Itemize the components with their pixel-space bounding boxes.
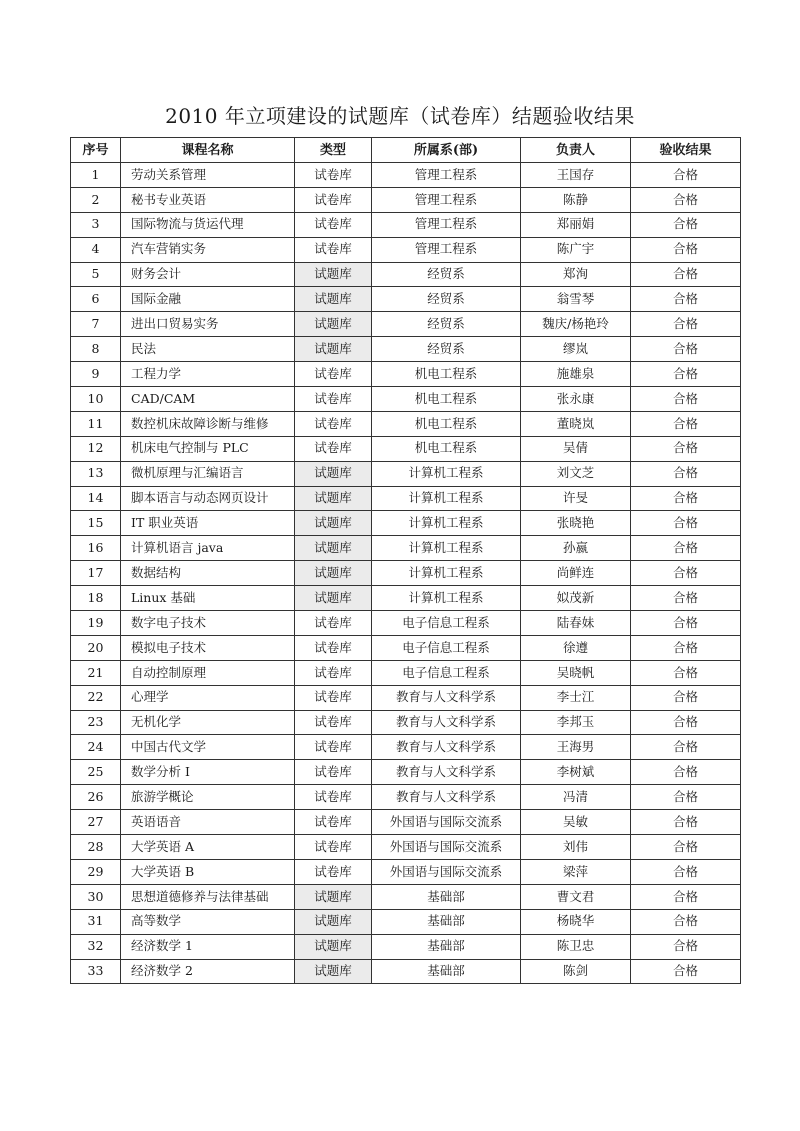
- course-type: 试卷库: [295, 436, 372, 461]
- course-name: 进出口贸易实务: [121, 312, 295, 337]
- person-in-charge: 梁萍: [521, 859, 631, 884]
- person-in-charge: 刘伟: [521, 835, 631, 860]
- acceptance-result: 合格: [631, 835, 741, 860]
- results-table: [70, 137, 741, 984]
- person-in-charge: 翁雪琴: [521, 287, 631, 312]
- row-number: 24: [71, 735, 121, 760]
- department: 基础部: [372, 959, 521, 984]
- department: 基础部: [372, 909, 521, 934]
- header-person-in-charge: 负责人: [521, 138, 631, 163]
- table-row: [71, 586, 741, 611]
- acceptance-result: 合格: [631, 810, 741, 835]
- row-number: 16: [71, 536, 121, 561]
- course-type: 试题库: [295, 486, 372, 511]
- course-type: 试卷库: [295, 785, 372, 810]
- department: 计算机工程系: [372, 511, 521, 536]
- course-type: 试卷库: [295, 187, 372, 212]
- row-number: 8: [71, 337, 121, 362]
- acceptance-result: 合格: [631, 785, 741, 810]
- acceptance-result: 合格: [631, 486, 741, 511]
- header-department: 所属系(部): [372, 138, 521, 163]
- person-in-charge: 陈卫忠: [521, 934, 631, 959]
- course-name: 无机化学: [121, 710, 295, 735]
- course-type: 试卷库: [295, 611, 372, 636]
- row-number: 27: [71, 810, 121, 835]
- course-name: 经济数学 2: [121, 959, 295, 984]
- person-in-charge: 郑丽娟: [521, 212, 631, 237]
- table-row: [71, 735, 741, 760]
- department: 经贸系: [372, 287, 521, 312]
- row-number: 3: [71, 212, 121, 237]
- person-in-charge: 孙嬴: [521, 536, 631, 561]
- department: 电子信息工程系: [372, 660, 521, 685]
- header-no: 序号: [71, 138, 121, 163]
- table-row: [71, 436, 741, 461]
- table-row: [71, 237, 741, 262]
- row-number: 29: [71, 859, 121, 884]
- table-row: [71, 835, 741, 860]
- person-in-charge: 尚鲜连: [521, 561, 631, 586]
- department: 计算机工程系: [372, 461, 521, 486]
- table-row: [71, 262, 741, 287]
- acceptance-result: 合格: [631, 163, 741, 188]
- table-row: [71, 287, 741, 312]
- course-type: 试卷库: [295, 835, 372, 860]
- course-type: 试题库: [295, 959, 372, 984]
- acceptance-result: 合格: [631, 735, 741, 760]
- person-in-charge: 王海男: [521, 735, 631, 760]
- person-in-charge: 陆春妹: [521, 611, 631, 636]
- course-name: 劳动关系管理: [121, 163, 295, 188]
- acceptance-result: 合格: [631, 685, 741, 710]
- table-body: [71, 163, 741, 984]
- course-type: 试卷库: [295, 237, 372, 262]
- row-number: 32: [71, 934, 121, 959]
- course-name: Linux 基础: [121, 586, 295, 611]
- department: 管理工程系: [372, 212, 521, 237]
- department: 外国语与国际交流系: [372, 859, 521, 884]
- department: 经贸系: [372, 337, 521, 362]
- acceptance-result: 合格: [631, 387, 741, 412]
- acceptance-result: 合格: [631, 237, 741, 262]
- department: 计算机工程系: [372, 486, 521, 511]
- course-name: 汽车营销实务: [121, 237, 295, 262]
- person-in-charge: 吴倩: [521, 436, 631, 461]
- acceptance-result: 合格: [631, 586, 741, 611]
- acceptance-result: 合格: [631, 611, 741, 636]
- person-in-charge: 陈静: [521, 187, 631, 212]
- row-number: 28: [71, 835, 121, 860]
- table-row: [71, 486, 741, 511]
- course-type: 试卷库: [295, 411, 372, 436]
- course-name: 国际物流与货运代理: [121, 212, 295, 237]
- table-row: [71, 163, 741, 188]
- table-row: [71, 511, 741, 536]
- acceptance-result: 合格: [631, 760, 741, 785]
- table-row: [71, 337, 741, 362]
- row-number: 7: [71, 312, 121, 337]
- table-row: [71, 959, 741, 984]
- course-name: 民法: [121, 337, 295, 362]
- header-row: [71, 138, 741, 163]
- row-number: 10: [71, 387, 121, 412]
- department: 计算机工程系: [372, 536, 521, 561]
- department: 计算机工程系: [372, 586, 521, 611]
- row-number: 23: [71, 710, 121, 735]
- acceptance-result: 合格: [631, 959, 741, 984]
- course-name: CAD/CAM: [121, 387, 295, 412]
- course-type: 试题库: [295, 312, 372, 337]
- department: 教育与人文科学系: [372, 710, 521, 735]
- person-in-charge: 杨晓华: [521, 909, 631, 934]
- course-name: 财务会计: [121, 262, 295, 287]
- acceptance-result: 合格: [631, 262, 741, 287]
- department: 教育与人文科学系: [372, 785, 521, 810]
- person-in-charge: 吴敏: [521, 810, 631, 835]
- acceptance-result: 合格: [631, 660, 741, 685]
- table-row: [71, 884, 741, 909]
- acceptance-result: 合格: [631, 337, 741, 362]
- row-number: 9: [71, 362, 121, 387]
- person-in-charge: 王国存: [521, 163, 631, 188]
- course-name: 大学英语 A: [121, 835, 295, 860]
- course-name: 机床电气控制与 PLC: [121, 436, 295, 461]
- person-in-charge: 冯清: [521, 785, 631, 810]
- person-in-charge: 刘文芝: [521, 461, 631, 486]
- course-type: 试题库: [295, 511, 372, 536]
- table-row: [71, 611, 741, 636]
- acceptance-result: 合格: [631, 536, 741, 561]
- table-row: [71, 685, 741, 710]
- acceptance-result: 合格: [631, 909, 741, 934]
- acceptance-result: 合格: [631, 511, 741, 536]
- acceptance-result: 合格: [631, 362, 741, 387]
- row-number: 11: [71, 411, 121, 436]
- course-name: 心理学: [121, 685, 295, 710]
- table-row: [71, 461, 741, 486]
- acceptance-result: 合格: [631, 312, 741, 337]
- table-row: [71, 561, 741, 586]
- table-row: [71, 810, 741, 835]
- acceptance-result: 合格: [631, 187, 741, 212]
- course-name: 旅游学概论: [121, 785, 295, 810]
- header-type: 类型: [295, 138, 372, 163]
- acceptance-result: 合格: [631, 287, 741, 312]
- row-number: 12: [71, 436, 121, 461]
- acceptance-result: 合格: [631, 859, 741, 884]
- person-in-charge: 董晓岚: [521, 411, 631, 436]
- table-row: [71, 362, 741, 387]
- acceptance-result: 合格: [631, 436, 741, 461]
- person-in-charge: 魏庆/杨艳玲: [521, 312, 631, 337]
- department: 机电工程系: [372, 362, 521, 387]
- row-number: 31: [71, 909, 121, 934]
- course-name: 英语语音: [121, 810, 295, 835]
- row-number: 33: [71, 959, 121, 984]
- course-type: 试卷库: [295, 735, 372, 760]
- course-type: 试题库: [295, 337, 372, 362]
- course-type: 试题库: [295, 909, 372, 934]
- course-type: 试卷库: [295, 760, 372, 785]
- department: 教育与人文科学系: [372, 685, 521, 710]
- person-in-charge: 张永康: [521, 387, 631, 412]
- course-type: 试卷库: [295, 163, 372, 188]
- row-number: 20: [71, 635, 121, 660]
- department: 管理工程系: [372, 187, 521, 212]
- row-number: 2: [71, 187, 121, 212]
- row-number: 1: [71, 163, 121, 188]
- course-name: 自动控制原理: [121, 660, 295, 685]
- department: 教育与人文科学系: [372, 760, 521, 785]
- page-title: 2010 年立项建设的试题库（试卷库）结题验收结果: [165, 104, 635, 128]
- course-type: 试卷库: [295, 362, 372, 387]
- department: 机电工程系: [372, 387, 521, 412]
- course-type: 试卷库: [295, 685, 372, 710]
- person-in-charge: 姒茂新: [521, 586, 631, 611]
- course-name: 秘书专业英语: [121, 187, 295, 212]
- person-in-charge: 徐遵: [521, 635, 631, 660]
- table-header: [71, 138, 741, 163]
- row-number: 14: [71, 486, 121, 511]
- table-row: [71, 934, 741, 959]
- table-row: [71, 536, 741, 561]
- department: 外国语与国际交流系: [372, 810, 521, 835]
- course-name: 国际金融: [121, 287, 295, 312]
- row-number: 13: [71, 461, 121, 486]
- course-name: 微机原理与汇编语言: [121, 461, 295, 486]
- course-name: 数控机床故障诊断与维修: [121, 411, 295, 436]
- department: 管理工程系: [372, 237, 521, 262]
- course-type: 试题库: [295, 934, 372, 959]
- department: 教育与人文科学系: [372, 735, 521, 760]
- person-in-charge: 郑洵: [521, 262, 631, 287]
- header-course-name: 课程名称: [121, 138, 295, 163]
- acceptance-result: 合格: [631, 934, 741, 959]
- acceptance-result: 合格: [631, 884, 741, 909]
- table-row: [71, 710, 741, 735]
- acceptance-result: 合格: [631, 212, 741, 237]
- course-name: 数字电子技术: [121, 611, 295, 636]
- person-in-charge: 陈广宇: [521, 237, 631, 262]
- course-type: 试卷库: [295, 212, 372, 237]
- course-name: 中国古代文学: [121, 735, 295, 760]
- department: 机电工程系: [372, 436, 521, 461]
- department: 机电工程系: [372, 411, 521, 436]
- course-type: 试题库: [295, 536, 372, 561]
- row-number: 22: [71, 685, 121, 710]
- course-type: 试卷库: [295, 660, 372, 685]
- person-in-charge: 张晓艳: [521, 511, 631, 536]
- row-number: 21: [71, 660, 121, 685]
- table-row: [71, 785, 741, 810]
- course-type: 试卷库: [295, 810, 372, 835]
- course-type: 试题库: [295, 561, 372, 586]
- table-row: [71, 312, 741, 337]
- course-name: 大学英语 B: [121, 859, 295, 884]
- department: 基础部: [372, 934, 521, 959]
- course-name: 脚本语言与动态网页设计: [121, 486, 295, 511]
- course-type: 试题库: [295, 884, 372, 909]
- header-result: 验收结果: [631, 138, 741, 163]
- course-name: IT 职业英语: [121, 511, 295, 536]
- table-row: [71, 859, 741, 884]
- course-name: 计算机语言 java: [121, 536, 295, 561]
- person-in-charge: 陈剑: [521, 959, 631, 984]
- row-number: 25: [71, 760, 121, 785]
- department: 电子信息工程系: [372, 611, 521, 636]
- course-type: 试题库: [295, 262, 372, 287]
- course-type: 试题库: [295, 287, 372, 312]
- person-in-charge: 李士江: [521, 685, 631, 710]
- row-number: 17: [71, 561, 121, 586]
- course-name: 数学分析 I: [121, 760, 295, 785]
- row-number: 4: [71, 237, 121, 262]
- person-in-charge: 缪岚: [521, 337, 631, 362]
- table-row: [71, 660, 741, 685]
- department: 外国语与国际交流系: [372, 835, 521, 860]
- acceptance-result: 合格: [631, 411, 741, 436]
- row-number: 5: [71, 262, 121, 287]
- department: 管理工程系: [372, 163, 521, 188]
- acceptance-result: 合格: [631, 710, 741, 735]
- course-name: 模拟电子技术: [121, 635, 295, 660]
- table-row: [71, 212, 741, 237]
- table-row: [71, 187, 741, 212]
- course-name: 工程力学: [121, 362, 295, 387]
- acceptance-result: 合格: [631, 461, 741, 486]
- course-name: 经济数学 1: [121, 934, 295, 959]
- row-number: 6: [71, 287, 121, 312]
- course-type: 试题库: [295, 586, 372, 611]
- department: 计算机工程系: [372, 561, 521, 586]
- row-number: 15: [71, 511, 121, 536]
- course-type: 试卷库: [295, 635, 372, 660]
- person-in-charge: 李树斌: [521, 760, 631, 785]
- acceptance-result: 合格: [631, 561, 741, 586]
- course-type: 试卷库: [295, 859, 372, 884]
- department: 经贸系: [372, 312, 521, 337]
- course-name: 高等数学: [121, 909, 295, 934]
- department: 电子信息工程系: [372, 635, 521, 660]
- row-number: 18: [71, 586, 121, 611]
- person-in-charge: 施雄泉: [521, 362, 631, 387]
- course-name: 数据结构: [121, 561, 295, 586]
- table-row: [71, 411, 741, 436]
- person-in-charge: 曹文君: [521, 884, 631, 909]
- table-row: [71, 635, 741, 660]
- table-row: [71, 909, 741, 934]
- row-number: 30: [71, 884, 121, 909]
- table-row: [71, 387, 741, 412]
- person-in-charge: 吴晓帆: [521, 660, 631, 685]
- person-in-charge: 许旻: [521, 486, 631, 511]
- row-number: 26: [71, 785, 121, 810]
- course-type: 试卷库: [295, 387, 372, 412]
- course-type: 试卷库: [295, 710, 372, 735]
- person-in-charge: 李邦玉: [521, 710, 631, 735]
- course-name: 思想道德修养与法律基础: [121, 884, 295, 909]
- department: 经贸系: [372, 262, 521, 287]
- table-row: [71, 760, 741, 785]
- course-type: 试题库: [295, 461, 372, 486]
- acceptance-result: 合格: [631, 635, 741, 660]
- department: 基础部: [372, 884, 521, 909]
- row-number: 19: [71, 611, 121, 636]
